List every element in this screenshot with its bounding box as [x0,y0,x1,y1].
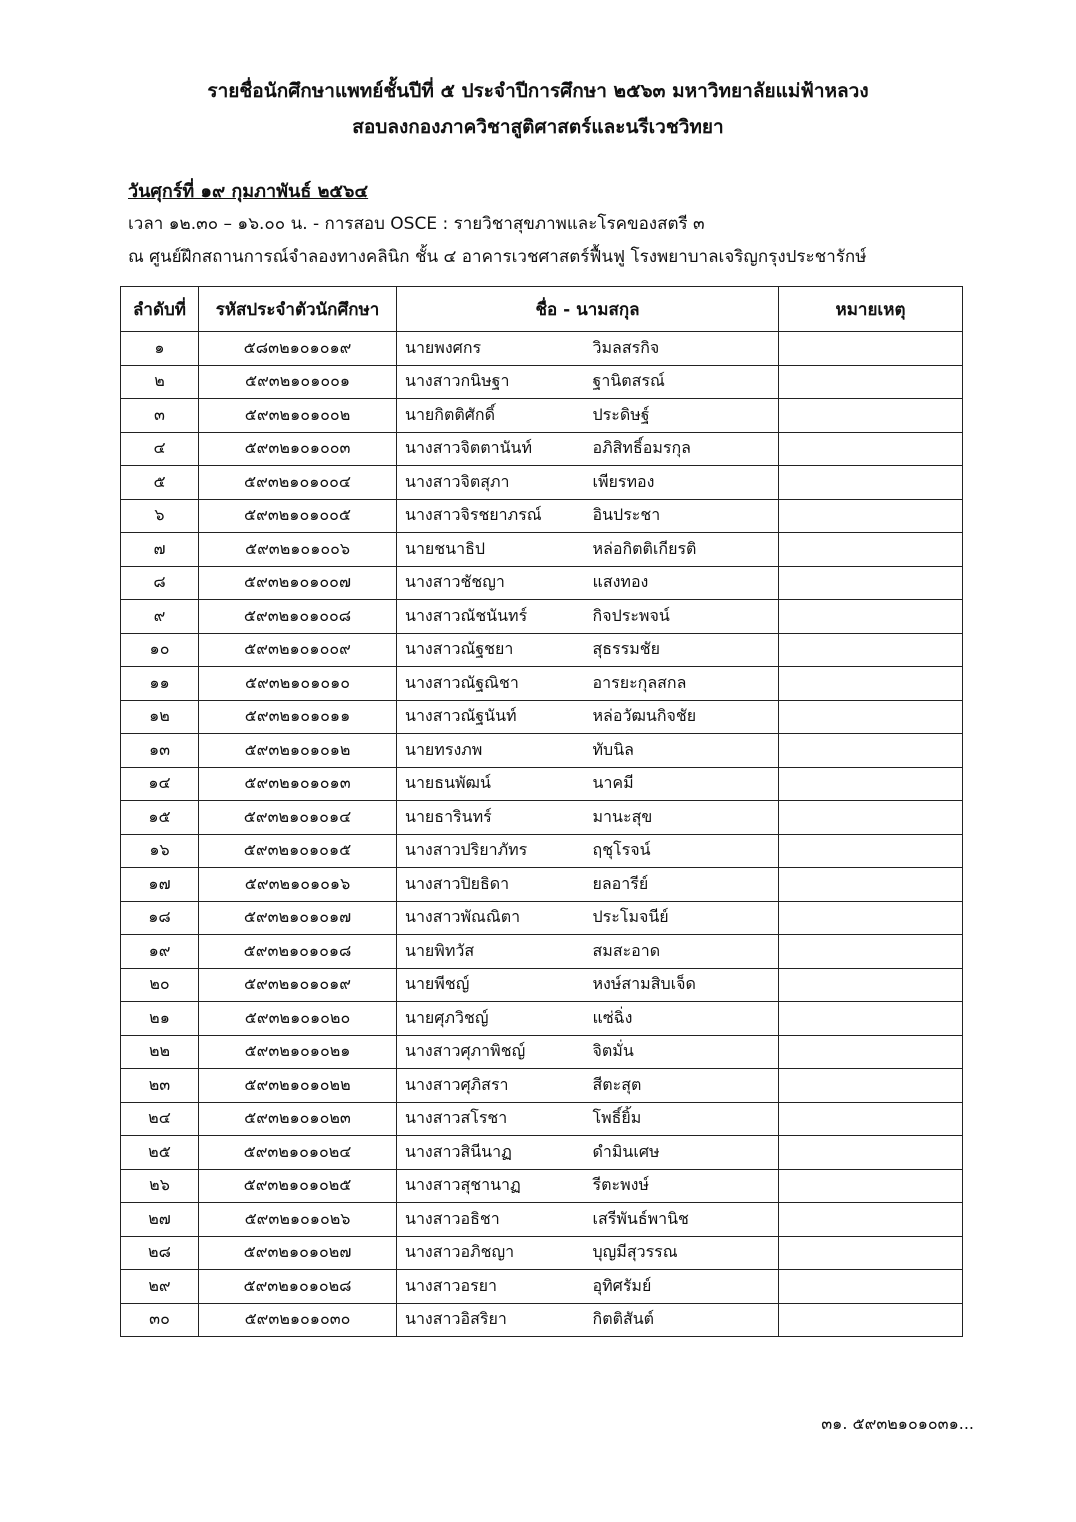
order-cell: ๕ [121,466,199,500]
student-id-cell: ๕๙๓๒๑๐๑๐๒๒ [199,1069,397,1103]
student-id-cell: ๕๙๓๒๑๐๑๐๐๒ [199,399,397,433]
table-row [121,365,963,399]
order-cell: ๔ [121,432,199,466]
order-cell: ๑๖ [121,834,199,868]
first-name-cell: นางสาวอรยา [397,1270,589,1304]
student-id-cell: ๕๙๓๒๑๐๑๐๐๘ [199,600,397,634]
table-row [121,1236,963,1270]
last-name-cell: ฐานิตสรณ์ [589,365,779,399]
table-row [121,1169,963,1203]
table-row [121,499,963,533]
last-name-cell: เสรีพันธ์พานิช [589,1203,779,1237]
order-cell: ๑๗ [121,868,199,902]
last-name-cell: ประโมจนีย์ [589,901,779,935]
order-cell: ๑๑ [121,667,199,701]
student-id-cell: ๕๙๓๒๑๐๑๐๐๔ [199,466,397,500]
table-row [121,1069,963,1103]
last-name-cell: ฤชุโรจน์ [589,834,779,868]
last-name-cell: หล่อวัฒนกิจชัย [589,700,779,734]
document-subtitle: สอบลงกองภาควิชาสูติศาสตร์และนรีเวชวิทยา [352,116,724,138]
table-row [121,868,963,902]
first-name-cell: นางสาวณัชนันทร์ [397,600,589,634]
remark-cell [779,1303,963,1337]
table-row [121,600,963,634]
exam-place-line: ณ ศูนย์ฝึกสถานการณ์จำลองทางคลินิก ชั้น ๔ อาคารเวชศาสตร์ฟื้นฟู โรงพยาบาลเจริญกรุงประชารักษ์ [128,247,867,267]
remark-cell [779,1270,963,1304]
last-name-cell: แสงทอง [589,566,779,600]
order-cell: ๘ [121,566,199,600]
first-name-cell: นางสาวศุภิสรา [397,1069,589,1103]
student-id-cell: ๕๙๓๒๑๐๑๐๐๓ [199,432,397,466]
first-name-cell: นางสาวพัณณิตา [397,901,589,935]
first-name-cell: นางสาวจิรชยาภรณ์ [397,499,589,533]
student-id-cell: ๕๙๓๒๑๐๑๐๒๖ [199,1203,397,1237]
table-row [121,834,963,868]
first-name-cell: นายพีชญ์ [397,968,589,1002]
first-name-cell: นายกิตติศักดิ์ [397,399,589,433]
order-cell: ๑๓ [121,734,199,768]
remark-cell [779,399,963,433]
order-cell: ๑ [121,332,199,366]
remark-cell [779,1002,963,1036]
student-id-cell: ๕๘๓๒๑๐๑๐๑๙ [199,332,397,366]
last-name-cell: ดำมินเศษ [589,1136,779,1170]
remark-cell [779,499,963,533]
first-name-cell: นางสาวจิตตานันท์ [397,432,589,466]
remark-cell [779,667,963,701]
first-name-cell: นายธนพัฒน์ [397,767,589,801]
student-id-cell: ๕๙๓๒๑๐๑๐๐๗ [199,566,397,600]
exam-date: วันศุกร์ที่ ๑๙ กุมภาพันธ์ ๒๕๖๔ [128,181,369,202]
first-name-cell: นายพิทวัส [397,935,589,969]
student-id-cell: ๕๙๓๒๑๐๑๐๑๕ [199,834,397,868]
order-cell: ๒๕ [121,1136,199,1170]
table-row [121,1303,963,1337]
order-cell: ๗ [121,533,199,567]
remark-cell [779,1169,963,1203]
last-name-cell: รีตะพงษ์ [589,1169,779,1203]
last-name-cell: อินประชา [589,499,779,533]
first-name-cell: นางสาวจิตสุภา [397,466,589,500]
table-row [121,801,963,835]
remark-cell [779,767,963,801]
table-row [121,399,963,433]
first-name-cell: นางสาวศุภาพิชญ์ [397,1035,589,1069]
first-name-cell: นางสาวอิสริยา [397,1303,589,1337]
student-id-cell: ๕๙๓๒๑๐๑๐๒๑ [199,1035,397,1069]
student-id-cell: ๕๙๓๒๑๐๑๐๑๑ [199,700,397,734]
order-cell: ๒๔ [121,1102,199,1136]
remark-cell [779,834,963,868]
remark-cell [779,1236,963,1270]
first-name-cell: นายชนาธิป [397,533,589,567]
table-row [121,466,963,500]
last-name-cell: มานะสุข [589,801,779,835]
table-row [121,1203,963,1237]
last-name-cell: หล่อกิตติเกียรติ [589,533,779,567]
last-name-cell: โพธิ์ยิ้ม [589,1102,779,1136]
remark-cell [779,1102,963,1136]
column-header-remarks: หมายเหตุ [779,287,963,332]
table-row [121,901,963,935]
last-name-cell: สีตะสุต [589,1069,779,1103]
first-name-cell: นายพงศกร [397,332,589,366]
first-name-cell: นางสาวกนิษฐา [397,365,589,399]
first-name-cell: นางสาวณัฐชยา [397,633,589,667]
exam-time-line: เวลา ๑๒.๓๐ – ๑๖.๐๐ น. - การสอบ OSCE : รายวิชาสุขภาพและโรคของสตรี ๓ [128,214,705,234]
last-name-cell: แซ่ฉิ่ง [589,1002,779,1036]
remark-cell [779,533,963,567]
remark-cell [779,432,963,466]
first-name-cell: นางสาวชัชญา [397,566,589,600]
first-name-cell: นายศุภวิชญ์ [397,1002,589,1036]
last-name-cell: บุญมีสุวรรณ [589,1236,779,1270]
table-row [121,1035,963,1069]
student-id-cell: ๕๙๓๒๑๐๑๐๒๕ [199,1169,397,1203]
table-header-row [121,287,963,332]
last-name-cell: กิตติสันต์ [589,1303,779,1337]
remark-cell [779,935,963,969]
last-name-cell: วิมลสรกิจ [589,332,779,366]
order-cell: ๑๘ [121,901,199,935]
table-row [121,1136,963,1170]
student-id-cell: ๕๙๓๒๑๐๑๐๐๖ [199,533,397,567]
first-name-cell: นางสาวปิยธิดา [397,868,589,902]
table-row [121,767,963,801]
student-id-cell: ๕๙๓๒๑๐๑๐๐๙ [199,633,397,667]
remark-cell [779,700,963,734]
student-id-cell: ๕๙๓๒๑๐๑๐๐๕ [199,499,397,533]
order-cell: ๒๖ [121,1169,199,1203]
order-cell: ๒ [121,365,199,399]
first-name-cell: นางสาวอธิชา [397,1203,589,1237]
order-cell: ๒๘ [121,1236,199,1270]
order-cell: ๓ [121,399,199,433]
order-cell: ๙ [121,600,199,634]
first-name-cell: นางสาวปริยาภัทร [397,834,589,868]
table-row [121,332,963,366]
last-name-cell: จิตมั่น [589,1035,779,1069]
document-title: รายชื่อนักศึกษาแพทย์ชั้นปีที่ ๕ ประจำปีการศึกษา ๒๕๖๓ มหาวิทยาลัยแม่ฟ้าหลวง [207,80,869,102]
order-cell: ๑๐ [121,633,199,667]
table-row [121,1102,963,1136]
order-cell: ๒๐ [121,968,199,1002]
continuation-note: ๓๑. ๕๙๓๒๑๐๑๐๓๑... [821,1414,974,1433]
remark-cell [779,801,963,835]
first-name-cell: นางสาวสินีนาฏ [397,1136,589,1170]
student-id-cell: ๕๙๓๒๑๐๑๐๒๔ [199,1136,397,1170]
remark-cell [779,633,963,667]
first-name-cell: นายทรงภพ [397,734,589,768]
table-row [121,935,963,969]
remark-cell [779,566,963,600]
order-cell: ๓๐ [121,1303,199,1337]
student-id-cell: ๕๙๓๒๑๐๑๐๒๘ [199,1270,397,1304]
remark-cell [779,365,963,399]
student-id-cell: ๕๙๓๒๑๐๑๐๑๘ [199,935,397,969]
student-id-cell: ๕๙๓๒๑๐๑๐๑๗ [199,901,397,935]
first-name-cell: นางสาวสุชานาฏ [397,1169,589,1203]
first-name-cell: นางสาวณัฐนันท์ [397,700,589,734]
remark-cell [779,1035,963,1069]
order-cell: ๑๙ [121,935,199,969]
remark-cell [779,901,963,935]
order-cell: ๒๓ [121,1069,199,1103]
order-cell: ๒๙ [121,1270,199,1304]
last-name-cell: ทับนิล [589,734,779,768]
last-name-cell: อุทิศรัมย์ [589,1270,779,1304]
last-name-cell: ประดิษฐ์ [589,399,779,433]
last-name-cell: สมสะอาด [589,935,779,969]
table-row [121,566,963,600]
order-cell: ๑๒ [121,700,199,734]
table-row [121,533,963,567]
column-header-full-name: ชื่อ - นามสกุล [397,287,779,332]
last-name-cell: อภิสิทธิ์อมรกุล [589,432,779,466]
order-cell: ๒๗ [121,1203,199,1237]
student-id-cell: ๕๙๓๒๑๐๑๐๑๔ [199,801,397,835]
first-name-cell: นางสาวอภิชญา [397,1236,589,1270]
table-row [121,633,963,667]
table-body [121,332,963,1337]
remark-cell [779,1203,963,1237]
last-name-cell: กิจประพจน์ [589,600,779,634]
remark-cell [779,466,963,500]
table-row [121,734,963,768]
student-id-cell: ๕๙๓๒๑๐๑๐๒๗ [199,1236,397,1270]
order-cell: ๒๒ [121,1035,199,1069]
last-name-cell: นาคมี [589,767,779,801]
student-id-cell: ๕๙๓๒๑๐๑๐๑๓ [199,767,397,801]
last-name-cell: หงษ์สามสิบเจ็ด [589,968,779,1002]
table-row [121,968,963,1002]
last-name-cell: เพียรทอง [589,466,779,500]
table-row [121,432,963,466]
student-roster-table [120,286,963,1337]
student-id-cell: ๕๙๓๒๑๐๑๐๑๖ [199,868,397,902]
first-name-cell: นายธารินทร์ [397,801,589,835]
order-cell: ๒๑ [121,1002,199,1036]
remark-cell [779,600,963,634]
column-header-order: ลำดับที่ [121,287,199,332]
student-id-cell: ๕๙๓๒๑๐๑๐๒๐ [199,1002,397,1036]
remark-cell [779,734,963,768]
order-cell: ๑๔ [121,767,199,801]
remark-cell [779,868,963,902]
remark-cell [779,1136,963,1170]
student-id-cell: ๕๙๓๒๑๐๑๐๑๙ [199,968,397,1002]
remark-cell [779,1069,963,1103]
student-id-cell: ๕๙๓๒๑๐๑๐๐๑ [199,365,397,399]
last-name-cell: อารยะกุลสกล [589,667,779,701]
table-row [121,700,963,734]
student-id-cell: ๕๙๓๒๑๐๑๐๓๐ [199,1303,397,1337]
student-id-cell: ๕๙๓๒๑๐๑๐๒๓ [199,1102,397,1136]
last-name-cell: ยลอารีย์ [589,868,779,902]
column-header-student-id: รหัสประจำตัวนักศึกษา [199,287,397,332]
remark-cell [779,968,963,1002]
first-name-cell: นางสาวสโรชา [397,1102,589,1136]
student-id-cell: ๕๙๓๒๑๐๑๐๑๐ [199,667,397,701]
order-cell: ๑๕ [121,801,199,835]
order-cell: ๖ [121,499,199,533]
student-id-cell: ๕๙๓๒๑๐๑๐๑๒ [199,734,397,768]
last-name-cell: สุธรรมชัย [589,633,779,667]
table-row [121,1270,963,1304]
table-row [121,1002,963,1036]
remark-cell [779,332,963,366]
first-name-cell: นางสาวณัฐณิชา [397,667,589,701]
table-row [121,667,963,701]
